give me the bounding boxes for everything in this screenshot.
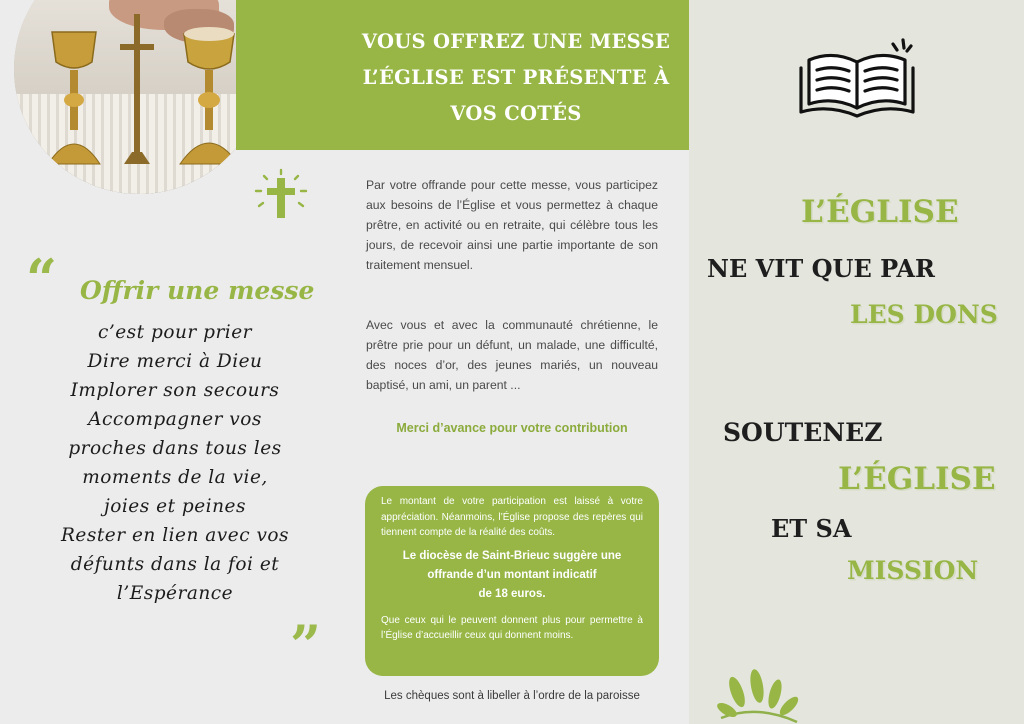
middle-header-banner: [236, 0, 689, 150]
reasons-poem: [40, 318, 310, 608]
poem-line: proches dans tous les: [68, 438, 282, 459]
right-line-mission: MISSION: [847, 556, 979, 585]
right-panel: [689, 0, 1024, 724]
thanks-text: Merci d’avance pour votre contribution: [396, 421, 628, 435]
suggested-amount-line: de 18 euros.: [478, 587, 546, 600]
poem-line: défunts dans la foi et: [70, 554, 280, 575]
poem-line: Implorer son secours: [70, 380, 280, 401]
amount-info-box: [365, 486, 659, 676]
olive-branch-icon: [717, 648, 807, 724]
poem-line: Accompagner vos: [88, 409, 262, 430]
middle-header-title: [346, 24, 686, 132]
cheques-note: Les chèques sont à libeller à l’ordre de la paroisse: [384, 690, 640, 702]
poem-line: joies et peines: [104, 496, 246, 517]
opening-quote-mark: “: [26, 247, 58, 311]
offrir-title: Offrir une messe: [80, 276, 315, 305]
poem-line: c’est pour prier: [97, 322, 252, 343]
community-paragraph: Avec vous et avec la communauté chrétienne, le prêtre prie pour un défunt, un malade, une difficulté, des noces d’or, des jeunes mariés, un nouveau baptisé, un ami, un parent ...: [366, 318, 658, 392]
right-line-eglise: L’ÉGLISE: [801, 194, 959, 230]
poem-line: Dire merci à Dieu: [87, 351, 263, 372]
poem-line: moments de la vie,: [82, 467, 268, 488]
header-line: VOUS OFFREZ UNE MESSE: [361, 30, 671, 53]
right-line-et-sa: ET SA: [771, 514, 852, 543]
right-line-eglise-2: L’ÉGLISE: [838, 461, 996, 497]
right-line-soutenez: SOUTENEZ: [723, 418, 883, 447]
offering-paragraph: Par votre offrande pour cette messe, vous participez aux besoins de l’Église et vous permettez à chaque prêtre, en activité ou en retraite, qui célèbre tous les jours, de recevoir ainsi une partie importante de son traitement mensuel.: [366, 178, 658, 272]
header-line: L’ÉGLISE EST PRÉSENTE À: [362, 66, 670, 89]
right-line-vit: NE VIT QUE PAR: [707, 254, 935, 283]
poem-line: Rester en lien avec vos: [60, 525, 290, 546]
poem-line: l’Espérance: [116, 583, 234, 604]
suggested-amount: [381, 547, 643, 604]
box-intro: Le montant de votre participation est laissé à votre appréciation. Néanmoins, l’Église propose des repères qui tiennent compte de la réalité des coûts.: [381, 496, 643, 538]
cross-icon: [253, 168, 309, 224]
suggested-amount-line: Le diocèse de Saint-Brieuc suggère une: [402, 549, 622, 562]
right-line-dons: LES DONS: [850, 300, 998, 329]
header-line: VOS COTÉS: [450, 102, 582, 125]
suggested-amount-line: offrande d’un montant indicatif: [427, 568, 597, 581]
closing-quote-mark: ”: [290, 613, 322, 677]
box-outro: Que ceux qui le peuvent donnent plus pour permettre à l’Église d’accueillir ceux qui donnent moins.: [381, 614, 643, 641]
altar-chalice-photo: [14, 0, 264, 194]
book-icon: [797, 38, 919, 118]
